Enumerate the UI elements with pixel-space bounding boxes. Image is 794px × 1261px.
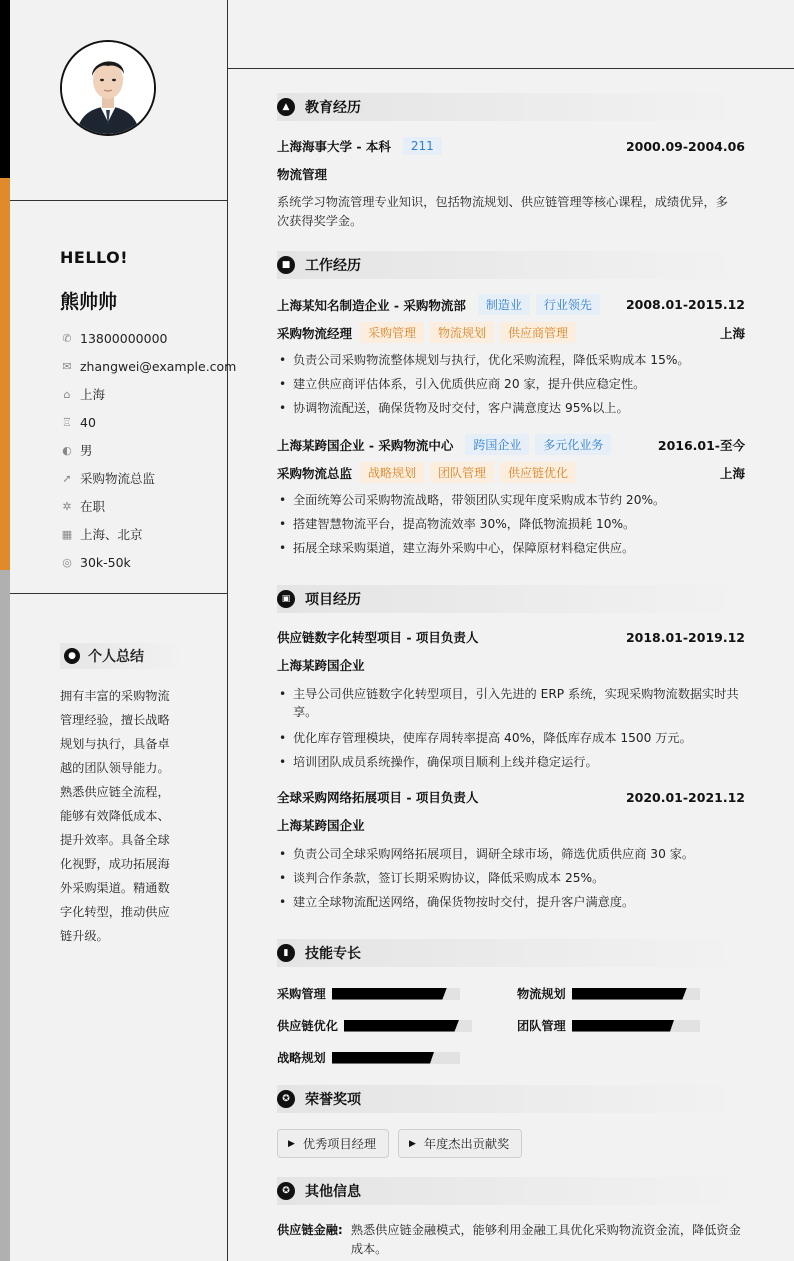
accent-bar (0, 0, 10, 1261)
job-role: 采购物流总监 (277, 465, 353, 481)
skill-bar (344, 1020, 472, 1032)
project-header (277, 788, 745, 806)
award-name: 优秀项目经理 (302, 1137, 377, 1151)
company-name: 上海某知名制造企业 - 采购物流部 (277, 297, 466, 313)
list-item: • 谈判合作条款，签订长期采购协议，降低采购成本 25%。 (277, 869, 745, 887)
awards-heading (277, 1085, 745, 1113)
job-role-row (277, 322, 745, 343)
skill-fill (332, 988, 447, 1000)
skill-item (517, 985, 700, 1002)
education-heading (277, 93, 745, 121)
list-item: • 建立供应商评估体系，引入优质供应商 20 家，提升供应稳定性。 (277, 375, 745, 393)
user-icon: ● (64, 648, 80, 664)
major-row (277, 165, 745, 183)
skill-fill (332, 1052, 434, 1064)
skill-name: 物流规划 (517, 987, 566, 1001)
skill-tag: 战略规划 (360, 462, 424, 483)
skill-item (277, 985, 460, 1002)
list-item: • 全面统筹公司采购物流战略，带领团队实现年度采购成本节约 20%。 (277, 491, 745, 509)
award-chip (277, 1129, 389, 1158)
job-date: 2016.01-至今 (657, 437, 745, 453)
phone-icon: ✆ (62, 331, 72, 345)
list-item: • 优化库存管理模块，使库存周转率提高 40%，降低库存成本 1500 万元。 (277, 729, 745, 747)
skill-name: 团队管理 (517, 1019, 566, 1033)
info-status (60, 492, 236, 520)
summary-heading (60, 643, 186, 669)
info-city (60, 380, 236, 408)
home-icon: ⌂ (63, 387, 71, 401)
email-value: zhangwei@example.com (80, 358, 237, 374)
bar-chart-icon: ▮ (277, 944, 295, 962)
project-date: 2020.01-2021.12 (625, 789, 745, 805)
cake-icon: ♖ (62, 415, 72, 429)
company-tag: 行业领先 (536, 294, 600, 315)
avatar (60, 40, 156, 136)
avatar-portrait (62, 42, 154, 134)
job-date: 2008.01-2015.12 (625, 297, 745, 312)
school-tag: 211 (403, 137, 442, 155)
job-location: 上海 (719, 325, 745, 341)
city-value: 上海 (80, 387, 106, 402)
skill-tag: 物流规划 (430, 322, 494, 343)
play-icon: ▶ (409, 1138, 416, 1149)
graduation-cap-icon: ▲ (277, 98, 295, 116)
project-date: 2018.01-2019.12 (625, 629, 745, 645)
company-tag: 多元化业务 (535, 434, 611, 455)
target-city-value: 上海、北京 (80, 527, 143, 542)
list-item: • 负责公司采购物流整体规划与执行，优化采购流程，降低采购成本 15%。 (277, 351, 745, 369)
list-item: • 协调物流配送，确保货物及时交付，客户满意度达 95%以上。 (277, 399, 745, 417)
grid-icon: ▣ (277, 590, 295, 608)
education-row (277, 137, 745, 155)
job-header (277, 294, 745, 315)
job-header (277, 434, 745, 455)
education-desc: 系统学习物流管理专业知识，包括物流规划、供应链管理等核心课程，成绩优异，多次获得奖学金。 (277, 195, 728, 228)
section-title: 其他信息 (305, 1184, 361, 1200)
briefcase-icon: ■ (277, 256, 295, 274)
skill-fill (572, 988, 687, 1000)
skill-tag: 采购管理 (360, 322, 424, 343)
award-icon: ✪ (277, 1182, 295, 1200)
section-title: 教育经历 (305, 100, 361, 116)
info-position (60, 464, 236, 492)
job-role: 采购物流经理 (277, 325, 353, 341)
salary-value: 30k-50k (80, 554, 131, 570)
badge-icon: ✲ (62, 499, 72, 513)
skill-name: 战略规划 (277, 1051, 326, 1065)
education-date: 2000.09-2004.06 (625, 138, 745, 154)
section-title: 荣誉奖项 (305, 1092, 361, 1108)
hello-heading: HELLO! (60, 248, 129, 267)
contact-info-list (60, 324, 236, 576)
work-heading (277, 251, 745, 279)
list-item: • 培训团队成员系统操作，确保项目顺利上线并稳定运行。 (277, 753, 745, 771)
other-heading (277, 1177, 745, 1205)
play-icon: ▶ (288, 1138, 295, 1149)
skill-bar (332, 1052, 460, 1064)
info-email (60, 352, 236, 380)
section-title: 项目经历 (305, 592, 361, 608)
section-title: 技能专长 (305, 946, 361, 962)
project-org-row (277, 656, 745, 674)
divider (10, 200, 228, 201)
divider (228, 68, 794, 69)
job-location: 上海 (719, 465, 745, 481)
skill-tag: 供应链优化 (500, 462, 576, 483)
school-name: 上海海事大学 - 本科 (277, 139, 391, 154)
major: 物流管理 (277, 167, 328, 182)
gender-icon: ◐ (62, 443, 72, 457)
award-chip (398, 1129, 522, 1158)
project-name: 供应链数字化转型项目 - 项目负责人 (277, 630, 479, 645)
job-role-row (277, 462, 745, 483)
award-icon: ✪ (277, 1090, 295, 1108)
list-item: • 拓展全球采购渠道，建立海外采购中心，保障原材料稳定供应。 (277, 539, 745, 557)
project-header (277, 628, 745, 646)
other-info (277, 1221, 745, 1259)
skill-bar (332, 988, 460, 1000)
status-value: 在职 (80, 499, 106, 514)
skill-name: 采购管理 (277, 987, 326, 1001)
info-gender (60, 436, 236, 464)
summary-text: 拥有丰富的采购物流管理经验，擅长战略规划与执行，具备卓越的团队领导能力。熟悉供应链全流程，能够有效降低成本、提升效率。具备全球化视野，成功拓展海外采购渠道。精通数字化转型，推动供应链升级。 (60, 689, 170, 943)
list-item: • 负责公司全球采购网络拓展项目，调研全球市场，筛选优质供应商 30 家。 (277, 845, 745, 863)
divider (10, 593, 228, 594)
project-org-row (277, 816, 745, 834)
projects-heading (277, 585, 745, 613)
skills-heading (277, 939, 745, 967)
company-tag: 制造业 (478, 294, 530, 315)
coin-icon: ◎ (62, 555, 72, 569)
send-icon: ➚ (62, 471, 72, 485)
skill-bar (572, 1020, 700, 1032)
section-title: 工作经历 (305, 258, 361, 274)
project-name: 全球采购网络拓展项目 - 项目负责人 (277, 790, 479, 805)
gender-value: 男 (80, 443, 93, 458)
project-org: 上海某跨国企业 (277, 658, 365, 673)
skill-tag: 供应商管理 (500, 322, 576, 343)
skill-fill (572, 1020, 674, 1032)
position-value: 采购物流总监 (80, 471, 156, 486)
other-text: 熟悉供应链金融模式，能够利用金融工具优化采购物流资金流，降低资金成本。 (350, 1223, 741, 1256)
skill-item (277, 1049, 460, 1066)
award-name: 年度杰出贡献奖 (423, 1137, 510, 1151)
skill-tag: 团队管理 (430, 462, 494, 483)
company-name: 上海某跨国企业 - 采购物流中心 (277, 437, 454, 453)
company-tag: 跨国企业 (465, 434, 529, 455)
list-item: • 搭建智慧物流平台，提高物流效率 30%，降低物流损耗 10%。 (277, 515, 745, 533)
mail-icon: ✉ (62, 359, 72, 373)
project-org: 上海某跨国企业 (277, 818, 365, 833)
skill-item (277, 1017, 472, 1034)
info-phone (60, 324, 236, 352)
person-name: 熊帅帅 (60, 291, 118, 313)
building-icon: ▦ (61, 527, 73, 541)
skill-name: 供应链优化 (277, 1019, 338, 1033)
other-label: 供应链金融: (277, 1223, 343, 1237)
skill-fill (344, 1020, 459, 1032)
age-value: 40 (80, 414, 96, 430)
phone-value: 13800000000 (80, 330, 168, 346)
skill-item (517, 1017, 700, 1034)
list-item: • 建立全球物流配送网络，确保货物按时交付，提升客户满意度。 (277, 893, 745, 911)
summary-title-text: 个人总结 (88, 649, 144, 665)
info-target-city (60, 520, 236, 548)
skill-bar (572, 988, 700, 1000)
info-salary (60, 548, 236, 576)
list-item: • 主导公司供应链数字化转型项目，引入先进的 ERP 系统，实现采购物流数据实时共享。 (277, 685, 745, 721)
info-age (60, 408, 236, 436)
sidebar (10, 0, 237, 1261)
